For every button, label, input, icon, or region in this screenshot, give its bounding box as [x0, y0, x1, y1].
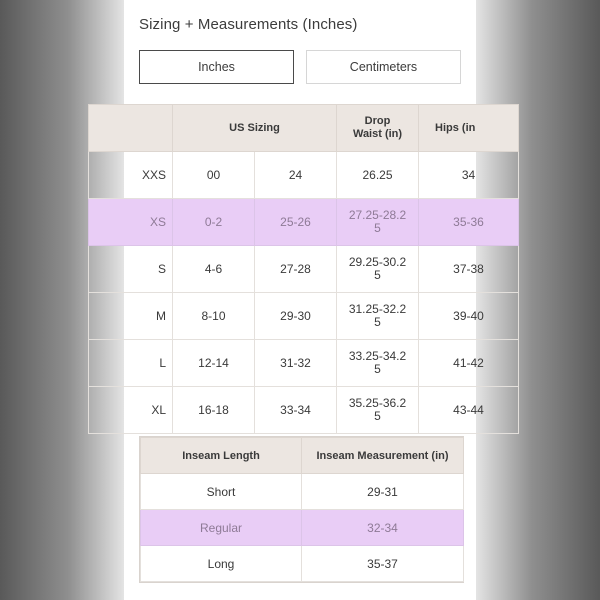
- us-sizing-header: US Sizing: [173, 105, 337, 152]
- hips-cell: 35-36: [419, 199, 519, 246]
- drop-waist-header-line2: Waist (in): [352, 128, 403, 140]
- drop-waist-value-wrap: 5: [374, 315, 381, 329]
- size-header-blank: [89, 105, 173, 152]
- inseam-length-cell: Regular: [141, 510, 302, 546]
- inseam-measurement-cell: 35-37: [302, 546, 464, 582]
- table-row: [89, 293, 519, 340]
- size-table-container: [88, 104, 518, 423]
- us-size-cell: 8-10: [173, 293, 255, 340]
- table-row-highlighted: [89, 199, 519, 246]
- size-cell: S: [89, 246, 173, 293]
- drop-waist-value: 26.25: [362, 167, 393, 182]
- inseam-length-cell: Short: [141, 474, 302, 510]
- us-size-cell: 4-6: [173, 246, 255, 293]
- size-cell: M: [89, 293, 173, 340]
- size-cell: XS: [89, 199, 173, 246]
- hips-cell: 37-38: [419, 246, 519, 293]
- table-row: [89, 387, 519, 434]
- inseam-table: [140, 437, 464, 582]
- waist-cell: 27-28: [255, 246, 337, 293]
- tab-inches[interactable]: Inches: [139, 50, 294, 84]
- waist-cell: 25-26: [255, 199, 337, 246]
- table-row: [89, 246, 519, 293]
- us-size-cell: 12-14: [173, 340, 255, 387]
- waist-cell: 31-32: [255, 340, 337, 387]
- inseam-table-container: [139, 436, 464, 583]
- drop-waist-header: [337, 105, 419, 152]
- waist-cell: 24: [255, 152, 337, 199]
- size-table: [88, 104, 519, 434]
- table-row-highlighted: [141, 510, 464, 546]
- size-cell: XXS: [89, 152, 173, 199]
- inseam-measurement-header: Inseam Measurement (in): [302, 438, 464, 474]
- table-row: [89, 340, 519, 387]
- table-row: [89, 152, 519, 199]
- drop-waist-value-wrap: 5: [374, 409, 381, 423]
- hips-header: Hips (in: [419, 105, 519, 152]
- drop-waist-value-wrap: 5: [374, 221, 381, 235]
- drop-waist-value: 35.25-36.2: [348, 396, 407, 410]
- inseam-length-cell: Long: [141, 546, 302, 582]
- waist-cell: 29-30: [255, 293, 337, 340]
- hips-cell: 39-40: [419, 293, 519, 340]
- us-size-cell: 0-2: [173, 199, 255, 246]
- drop-waist-value: 27.25-28.2: [348, 208, 407, 222]
- drop-waist-cell: [337, 340, 419, 387]
- size-table-header-row: [89, 105, 519, 152]
- table-row: [141, 474, 464, 510]
- drop-waist-cell: [337, 246, 419, 293]
- inseam-measurement-cell: 29-31: [302, 474, 464, 510]
- drop-waist-value: 31.25-32.2: [348, 302, 407, 316]
- drop-waist-cell: [337, 152, 419, 199]
- drop-waist-value: 33.25-34.2: [348, 349, 407, 363]
- drop-waist-cell: [337, 293, 419, 340]
- us-size-cell: 16-18: [173, 387, 255, 434]
- hips-cell: 43-44: [419, 387, 519, 434]
- size-cell: L: [89, 340, 173, 387]
- table-row: [141, 546, 464, 582]
- hips-cell: 41-42: [419, 340, 519, 387]
- drop-waist-cell: [337, 387, 419, 434]
- waist-cell: 33-34: [255, 387, 337, 434]
- inseam-length-header: Inseam Length: [141, 438, 302, 474]
- inseam-header-row: [141, 438, 464, 474]
- drop-waist-header-line1: Drop: [364, 115, 391, 127]
- drop-waist-value: 29.25-30.2: [348, 255, 407, 269]
- page-title: Sizing + Measurements (Inches): [139, 16, 358, 33]
- hips-cell: 34: [419, 152, 519, 199]
- sizing-panel: [124, 0, 484, 600]
- us-size-cell: 00: [173, 152, 255, 199]
- size-cell: XL: [89, 387, 173, 434]
- drop-waist-value-wrap: 5: [374, 268, 381, 282]
- tab-centimeters[interactable]: Centimeters: [306, 50, 461, 84]
- drop-waist-value-wrap: 5: [374, 362, 381, 376]
- inseam-measurement-cell: 32-34: [302, 510, 464, 546]
- drop-waist-cell: [337, 199, 419, 246]
